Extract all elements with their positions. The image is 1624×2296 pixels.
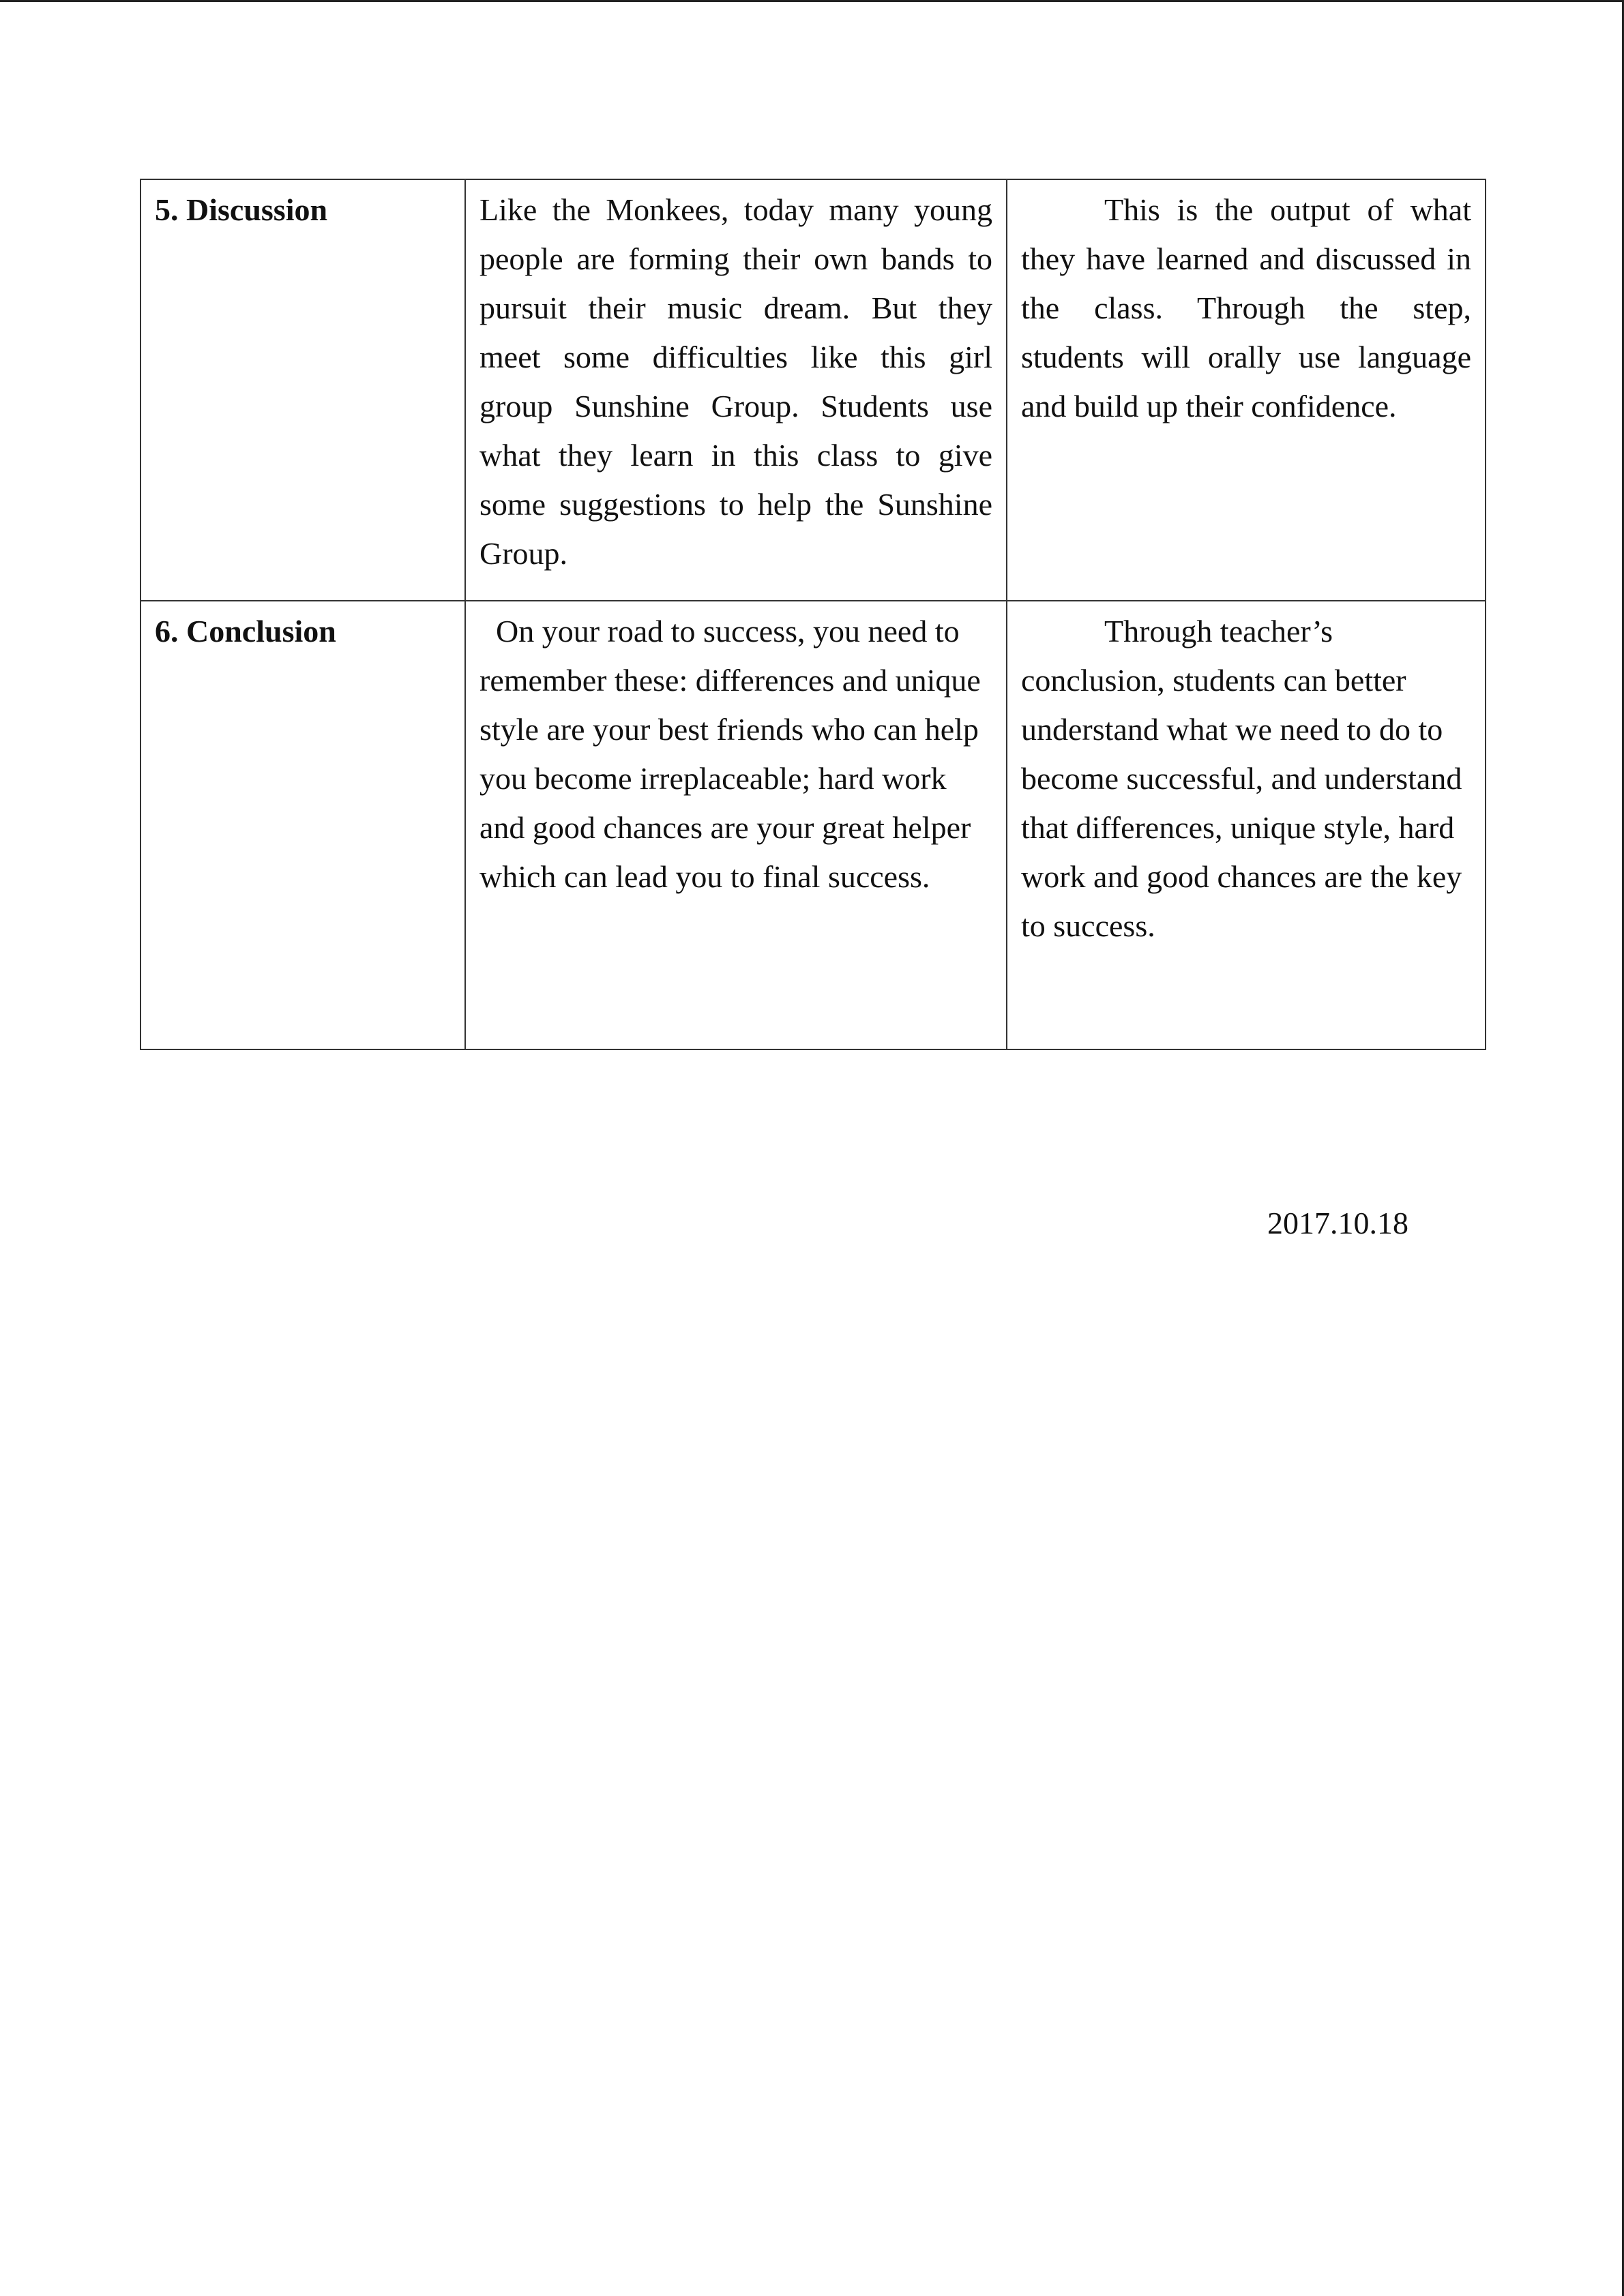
table-row bbox=[141, 179, 1486, 601]
activity-cell: Like the Monkees, today many young people are forming their own bands to pursuit their music dream. But they meet some difficulties like this girl group Sunshine Group. Students use what they learn in this class to give some suggestions to help the Sunshine Group. bbox=[465, 179, 1007, 601]
step-cell: 5. Discussion bbox=[141, 179, 465, 601]
lesson-plan-table bbox=[140, 179, 1486, 1050]
page-top-rule bbox=[0, 0, 1624, 2]
table-row bbox=[141, 601, 1486, 1049]
document-date: 2017.10.18 bbox=[1267, 1206, 1408, 1240]
purpose-cell: This is the output of what they have learned and discussed in the class. Through the step, students will orally use language and build up their confidence. bbox=[1007, 179, 1486, 601]
activity-cell: On your road to success, you need to remember these: differences and unique style are your best friends who can help you become irreplaceable; hard work and good chances are your great helper which can lead you to final success. bbox=[465, 601, 1007, 1049]
purpose-cell: Through teacher’s conclusion, students can better understand what we need to do to become successful, and understand that differences, unique style, hard work and good chances are the key to success. bbox=[1007, 601, 1486, 1049]
step-cell: 6. Conclusion bbox=[141, 601, 465, 1049]
